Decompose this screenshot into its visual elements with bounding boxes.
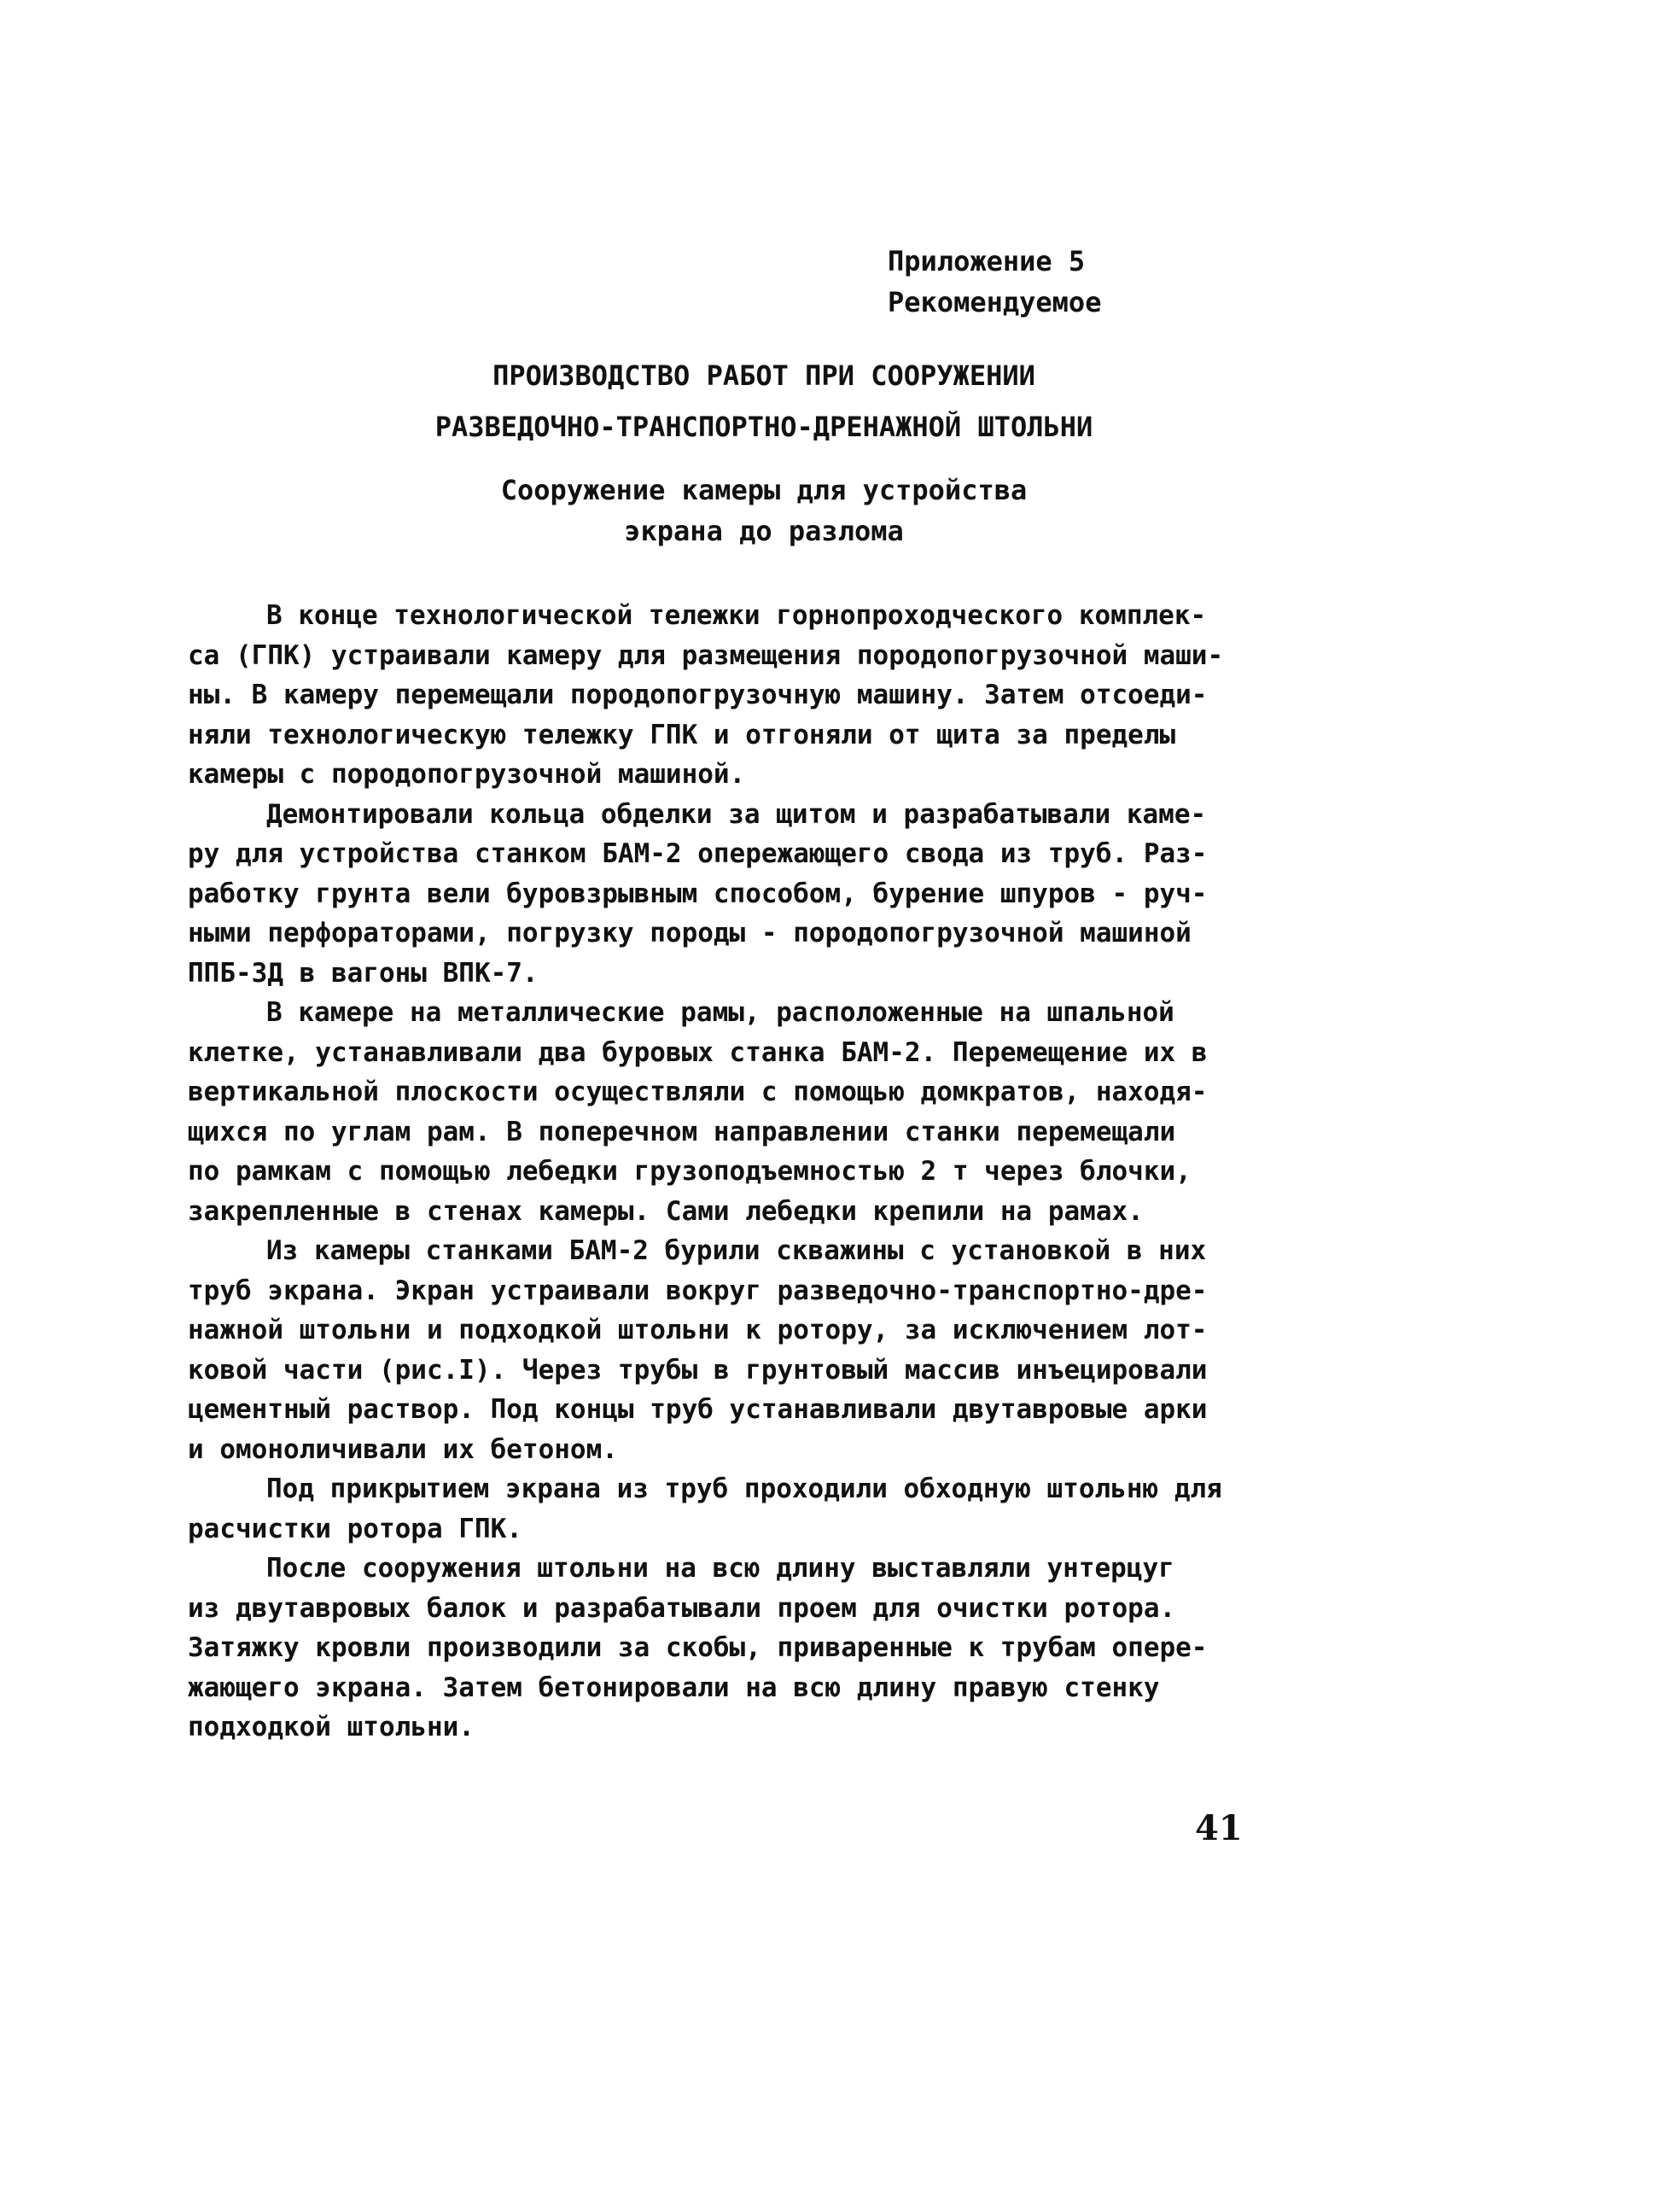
body-line: жающего экрана. Затем бетонировали на всю длину правую стенку	[188, 1672, 1160, 1703]
document-title	[188, 350, 1340, 452]
body-line: камеры с породопогрузочной машиной.	[188, 759, 746, 790]
body-line: ППБ-3Д в вагоны ВПК-7.	[188, 957, 539, 989]
body-line: расчистки ротора ГПК.	[188, 1513, 522, 1544]
body-line: са (ГПК) устраивали камеру для размещения породопогрузочной маши-	[188, 639, 1224, 671]
body-line: ковой части (рис.I). Через трубы в грунтовый массив инъецировали	[188, 1354, 1208, 1386]
body-line: После сооружения штольни на всю длину выставляли унтерцуг	[266, 1553, 1174, 1584]
appendix-status: Рекомендуемое	[888, 286, 1102, 318]
title-line-1: ПРОИЗВОДСТВО РАБОТ ПРИ СООРУЖЕНИИ	[492, 359, 1035, 392]
body-line: ны. В камеру перемещали породопогрузочную машину. Затем отсоеди-	[188, 680, 1208, 710]
body-text	[188, 596, 1255, 1748]
body-line: труб экрана. Экран устраивали вокруг разведочно-транспортно-дре-	[188, 1275, 1208, 1306]
section-heading-line-1: Сооружение камеры для устройства	[500, 474, 1028, 506]
appendix-number: Приложение 5	[888, 245, 1086, 277]
body-line: вертикальной плоскости осуществляли с помощью домкратов, находя-	[188, 1077, 1208, 1107]
body-line: щихся по углам рам. В поперечном направлении станки перемещали	[188, 1116, 1176, 1147]
body-line: подходкой штольни.	[188, 1712, 475, 1742]
body-line: клетке, устанавливали два буровых станка БАМ-2. Перемещение их в	[188, 1036, 1208, 1068]
body-line: Под прикрытием экрана из труб проходили обходную штольню для	[266, 1474, 1222, 1504]
body-line: Демонтировали кольца обделки за щитом и разрабатывали каме-	[266, 798, 1207, 830]
body-line: ру для устройства станком БАМ-2 опережающего свода из труб. Раз-	[188, 838, 1208, 869]
body-line: ными перфораторами, погрузку породы - породопогрузочной машиной	[188, 918, 1192, 948]
body-line: нажной штольни и подходкой штольни к ротору, за исключением лот-	[188, 1315, 1208, 1345]
section-heading-line-2: экрана до разлома	[624, 515, 904, 547]
section-heading	[188, 470, 1340, 552]
body-line: В конце технологической тележки горнопроходческого комплек-	[266, 600, 1207, 631]
body-line: работку грунта вели буровзрывным способом, бурение шпуров - руч-	[188, 878, 1208, 909]
title-line-2: РАЗВЕДОЧНО-ТРАНСПОРТНО-ДРЕНАЖНОЙ ШТОЛЬНИ	[434, 411, 1093, 443]
page-number: 41	[1195, 1808, 1243, 1848]
body-line: цементный раствор. Под концы труб устанавливали двутавровые арки	[188, 1394, 1208, 1425]
body-line: В камере на металлические рамы, расположенные на шпальной	[266, 997, 1174, 1028]
body-line: закрепленные в стенах камеры. Сами лебедки крепили на рамах.	[188, 1195, 1144, 1227]
body-line: няли технологическую тележку ГПК и отгоняли от щита за пределы	[188, 719, 1176, 750]
body-line: Из камеры станками БАМ-2 бурили скважины с установкой в них	[266, 1235, 1207, 1266]
body-line: по рамкам с помощью лебедки грузоподъемностью 2 т через блочки,	[188, 1156, 1192, 1187]
body-line: из двутавровых балок и разрабатывали проем для очистки ротора.	[188, 1592, 1176, 1624]
appendix-label	[888, 241, 1101, 323]
body-line: и омоноличивали их бетоном.	[188, 1433, 618, 1465]
body-line: Затяжку кровли производили за скобы, приваренные к трубам опере-	[188, 1632, 1208, 1663]
